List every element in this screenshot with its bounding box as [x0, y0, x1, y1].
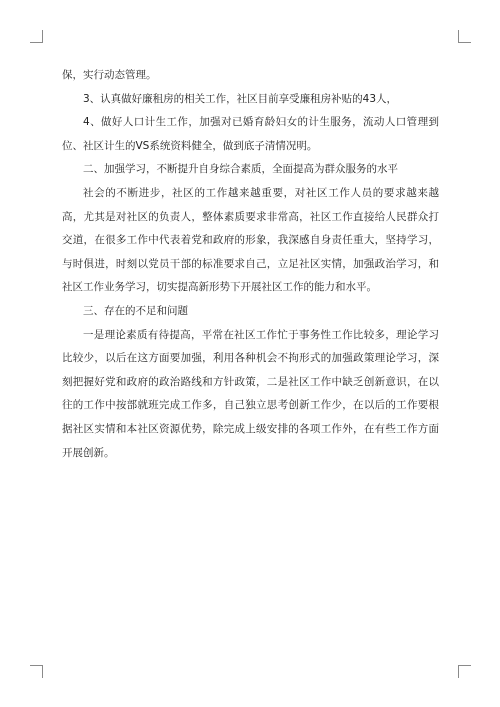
paragraph-shortcomings: 一是理论素质有待提高，平常在社区工作忙于事务性工作比较多，理论学习比较少，以后在这方面要加强，利用各种机会不拘形式的加强政策理论学习，深刻把握好党和政府的政治路线和方针政策，二是社区工作中缺乏创新意识，在以往的工作中按部就班完成工作多，自己独立思考创新工作少，在以后的工作要根据社区实情和本社区资源优势，除完成上级安排的各项工作外，在有些工作方面开展创新。: [62, 328, 439, 459]
paragraph-continuation: 保，实行动态管理。: [62, 69, 157, 81]
crop-mark-top-right: [458, 30, 471, 43]
paragraph-item-4: 4、做好人口计生工作，加强对已婚育龄妇女的计生服务，流动人口管理到位、社区计生的VS系统资料健全，做到底子清情况明。: [62, 116, 439, 152]
section-heading-3: 三、存在的不足和问题: [83, 304, 188, 317]
paragraph-study: 社会的不断进步，社区的工作越来越重要，对社区工作人员的要求越来越高，尤其是对社区的负责人，整体素质要求非常高，社区工作直接给人民群众打交道，在很多工作中代表着党和政府的形象，我深感自身责任重大，坚持学习，与时俱进，时刻以党员干部的标准要求自己，立足社区实情，加强政治学习，和社区工作业务学习，切实提高新形势下开展社区工作的能力和水平。: [62, 186, 439, 294]
crop-mark-bottom-left: [30, 665, 43, 678]
paragraph-item-3: 3、认真做好廉租房的相关工作，社区目前享受廉租房补贴的43人，: [83, 92, 398, 105]
section-heading-2: 二、加强学习，不断提升自身综合素质，全面提高为群众服务的水平: [83, 163, 398, 176]
crop-mark-top-left: [30, 30, 43, 43]
document-body: [62, 64, 439, 465]
crop-mark-bottom-right: [458, 665, 471, 678]
